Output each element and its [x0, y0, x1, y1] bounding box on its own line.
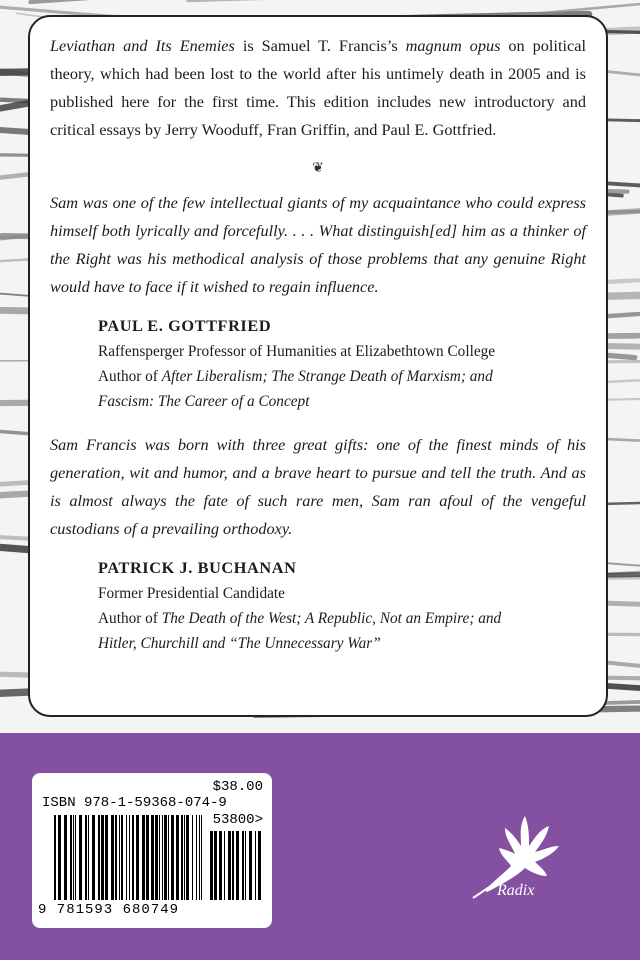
barcode-icon	[54, 815, 202, 900]
isbn-text: ISBN 978-1-59368-074-9	[42, 795, 227, 811]
attribution-role: Former Presidential Candidate	[98, 585, 285, 602]
attribution-works-line-1	[98, 364, 586, 389]
magnum-opus: magnum opus	[405, 36, 501, 55]
publisher-name: Radix	[497, 882, 535, 899]
blurb-quote-buchanan: Sam Francis was born with three great gifts: one of the finest minds of his generation, wit and humor, and a brave heart to pursue and tell the truth. And as is almost always the fate of such rare men, Sam ran afoul of the vengeful custodians of a prevailing orthodoxy.	[50, 435, 586, 538]
barcode-box	[32, 773, 272, 928]
blurb-quote-gottfried: Sam was one of the few intellectual giants of my acquaintance who could express himself both lyrically and forcefully. . . . What distinguish[ed] him as a thinker of the Right was his methodical analysis of those problems that any genuine Right would have to face if it wished to regain influence.	[50, 193, 586, 296]
intro-paragraph	[50, 32, 586, 144]
intro-text-1: is Samuel T. Francis’s	[234, 36, 406, 55]
attribution-works-line-2	[98, 389, 586, 414]
attribution-role: Raffensperger Professor of Humanities at Elizabethtown College	[98, 343, 496, 360]
barcode-addon-icon	[210, 831, 262, 900]
works-list: Hitler, Churchill and “The Unnecessary War”	[98, 635, 381, 652]
attribution-works-line-1	[98, 606, 586, 631]
book-title: Leviathan and Its Enemies	[50, 36, 235, 55]
attribution-buchanan	[98, 555, 586, 656]
attribution-gottfried	[98, 313, 586, 414]
works-list: The Death of the West; A Republic, Not an Empire; and	[161, 610, 502, 627]
author-of-label: Author of	[98, 368, 162, 385]
works-list: After Liberalism; The Strange Death of Marxism; and	[161, 368, 493, 385]
ornament-icon: ❦	[312, 161, 324, 176]
attribution-name: PAUL E. GOTTFRIED	[98, 316, 272, 335]
author-of-label: Author of	[98, 610, 162, 627]
text-panel	[28, 15, 608, 717]
works-list: Fascism: The Career of a Concept	[98, 393, 310, 410]
attribution-name: PATRICK J. BUCHANAN	[98, 558, 297, 577]
attribution-works-line-2	[98, 631, 586, 656]
ean-digits: 9 781593 680749	[38, 902, 180, 918]
intro-text-2: on political theory, which had been lost to the world after his untimely death in 2005 and is published here for the first time. This edition includes new introductory and critical essays by Jerry Wooduff, Fran Griffin, and Paul E. Gottfried.	[50, 36, 586, 139]
price: $38.00	[212, 779, 263, 795]
price-code: 53800>	[212, 812, 263, 828]
